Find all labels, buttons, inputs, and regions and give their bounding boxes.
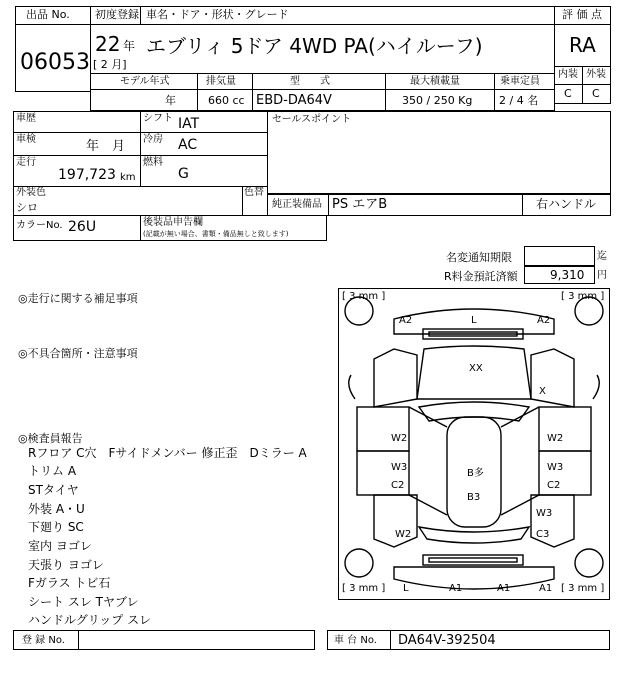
registration-no-label: 登 録 No. bbox=[22, 635, 65, 646]
damage-roof: B多 B3 bbox=[467, 468, 484, 503]
color-no-label: カラーNo. bbox=[16, 220, 63, 231]
shaken-label: 車検 bbox=[16, 134, 36, 145]
recycle-label: R料金預託済額 bbox=[444, 270, 518, 283]
tire-tag-front-left: [ 3 mm ] bbox=[342, 291, 386, 302]
type-label: 型 式 bbox=[290, 76, 330, 87]
damage-rear-bumper-a1-left: A1 bbox=[449, 583, 463, 594]
lot-number-label: 出品 No. bbox=[26, 8, 70, 21]
report-line: 室内 ヨゴレ bbox=[28, 539, 92, 553]
report-line: Fガラス トビ石 bbox=[28, 576, 111, 590]
report-line: 天張り ヨゴレ bbox=[28, 558, 104, 572]
tire-tag-rear-left: [ 3 mm ] bbox=[342, 583, 386, 594]
mileage: 197,723 bbox=[58, 167, 116, 183]
damage-left-front-door: W2 bbox=[391, 433, 408, 444]
type: EBD-DA64V bbox=[256, 93, 332, 108]
damage-front-bumper-left: A2 bbox=[399, 315, 413, 326]
damage-rear-bumper-left: L bbox=[403, 583, 409, 594]
driving-notes-label: ◎走行に関する補足事項 bbox=[18, 292, 138, 305]
model-year-label: モデル年式 bbox=[120, 76, 170, 87]
fuel-label: 燃料 bbox=[143, 157, 163, 168]
car-name-label: 車名・ドア・形状・グレード bbox=[146, 8, 289, 21]
equipment: PS エアB bbox=[332, 197, 388, 212]
damage-rear-bumper-a1-right: A1 bbox=[539, 583, 553, 594]
chassis-no-label: 車 台 No. bbox=[334, 635, 377, 646]
mileage-label: 走行 bbox=[16, 157, 36, 168]
damage-front-bumper-right: A2 bbox=[537, 315, 551, 326]
overall-score: RA bbox=[569, 33, 596, 57]
damage-diagram bbox=[338, 288, 610, 600]
max-load: 350 / 250 Kg bbox=[402, 94, 473, 107]
max-load-label: 最大積載量 bbox=[410, 76, 460, 87]
report-line: トリム A bbox=[28, 464, 77, 478]
ext-color: シロ bbox=[16, 201, 38, 214]
tire-tag-front-right: [ 3 mm ] bbox=[561, 291, 605, 302]
registration-month: [ 2 月] bbox=[93, 58, 127, 71]
first-registration-label: 初度登録 bbox=[95, 8, 139, 21]
damage-right-front-door: W2 bbox=[547, 433, 564, 444]
recycle-unit: 円 bbox=[597, 270, 607, 281]
damage-left-rear-door: W3 C2 bbox=[391, 462, 408, 491]
damage-right-quarter: W3 C3 bbox=[536, 508, 553, 540]
report-line: 外装 A・U bbox=[28, 502, 85, 516]
damage-rear-bumper-a1-mid: A1 bbox=[497, 583, 511, 594]
report-line: シート スレ Tヤブレ bbox=[28, 595, 139, 609]
shift-label: シフト bbox=[143, 113, 173, 124]
report-line: STタイヤ bbox=[28, 483, 79, 497]
exterior-score: C bbox=[592, 87, 600, 100]
shaken-value: 年 月 bbox=[86, 139, 126, 154]
chassis-no: DA64V-392504 bbox=[398, 633, 496, 648]
registration-year-unit: 年 bbox=[123, 39, 136, 53]
sales-point-label: セールスポイント bbox=[272, 114, 352, 125]
car-name: エブリィ 5ドア 4WD PA(ハイルーフ) bbox=[146, 34, 483, 58]
exterior-label: 外装 bbox=[586, 69, 606, 80]
score-label: 評 価 点 bbox=[562, 8, 602, 21]
aftermarket-note: (記載が無い場合、書類・備品無しと致します) bbox=[143, 230, 289, 238]
color-no: 26U bbox=[68, 219, 97, 235]
ac: AC bbox=[178, 137, 198, 153]
report-line: Rフロア C穴 Fサイドメンバー 修正歪 Dミラー A bbox=[28, 446, 307, 460]
defect-notes-label: ◎不具合箇所・注意事項 bbox=[18, 347, 138, 360]
fuel: G bbox=[178, 166, 189, 182]
report-line: ハンドルグリップ スレ bbox=[28, 613, 152, 627]
capacity-label: 乗車定員 bbox=[500, 76, 540, 87]
damage-right-rear-door: W3 C2 bbox=[547, 462, 564, 491]
car-outline-drawing bbox=[339, 289, 609, 599]
displacement: 660 cc bbox=[208, 94, 245, 107]
recycle-fee: 9,310 bbox=[550, 268, 585, 282]
ac-label: 冷房 bbox=[143, 134, 163, 145]
damage-hood: XX bbox=[469, 363, 483, 374]
history-label: 車歴 bbox=[16, 113, 36, 124]
name-change-label: 名変通知期限 bbox=[446, 251, 512, 264]
inspector-report-label: ◎検査員報告 bbox=[18, 432, 83, 445]
report-line: 下廻り SC bbox=[28, 520, 84, 534]
interior-score: C bbox=[564, 87, 572, 100]
damage-front-bumper-mid: L bbox=[471, 315, 477, 326]
displacement-label: 排気量 bbox=[206, 76, 236, 87]
shift: IAT bbox=[178, 116, 200, 132]
interior-label: 内装 bbox=[558, 69, 578, 80]
equipment-label: 純正装備品 bbox=[272, 199, 322, 210]
repaint-label: 色替 bbox=[244, 187, 264, 198]
capacity: 2 / 4 名 bbox=[499, 94, 539, 107]
model-year-unit: 年 bbox=[165, 94, 176, 107]
tire-tag-rear-right: [ 3 mm ] bbox=[561, 583, 605, 594]
ext-color-label: 外装色 bbox=[16, 187, 46, 198]
lot-number: 06053 bbox=[20, 50, 90, 75]
aftermarket-label: 後装品申告欄 bbox=[143, 217, 203, 228]
name-change-box bbox=[524, 246, 595, 266]
name-change-unit: 迄 bbox=[597, 251, 607, 262]
registration-year: 22 bbox=[95, 32, 121, 56]
mileage-unit: km bbox=[120, 172, 136, 183]
ext-color-box bbox=[13, 186, 268, 216]
damage-left-quarter: W2 bbox=[395, 529, 412, 540]
damage-front-right: X bbox=[539, 386, 546, 397]
steering: 右ハンドル bbox=[536, 197, 597, 211]
